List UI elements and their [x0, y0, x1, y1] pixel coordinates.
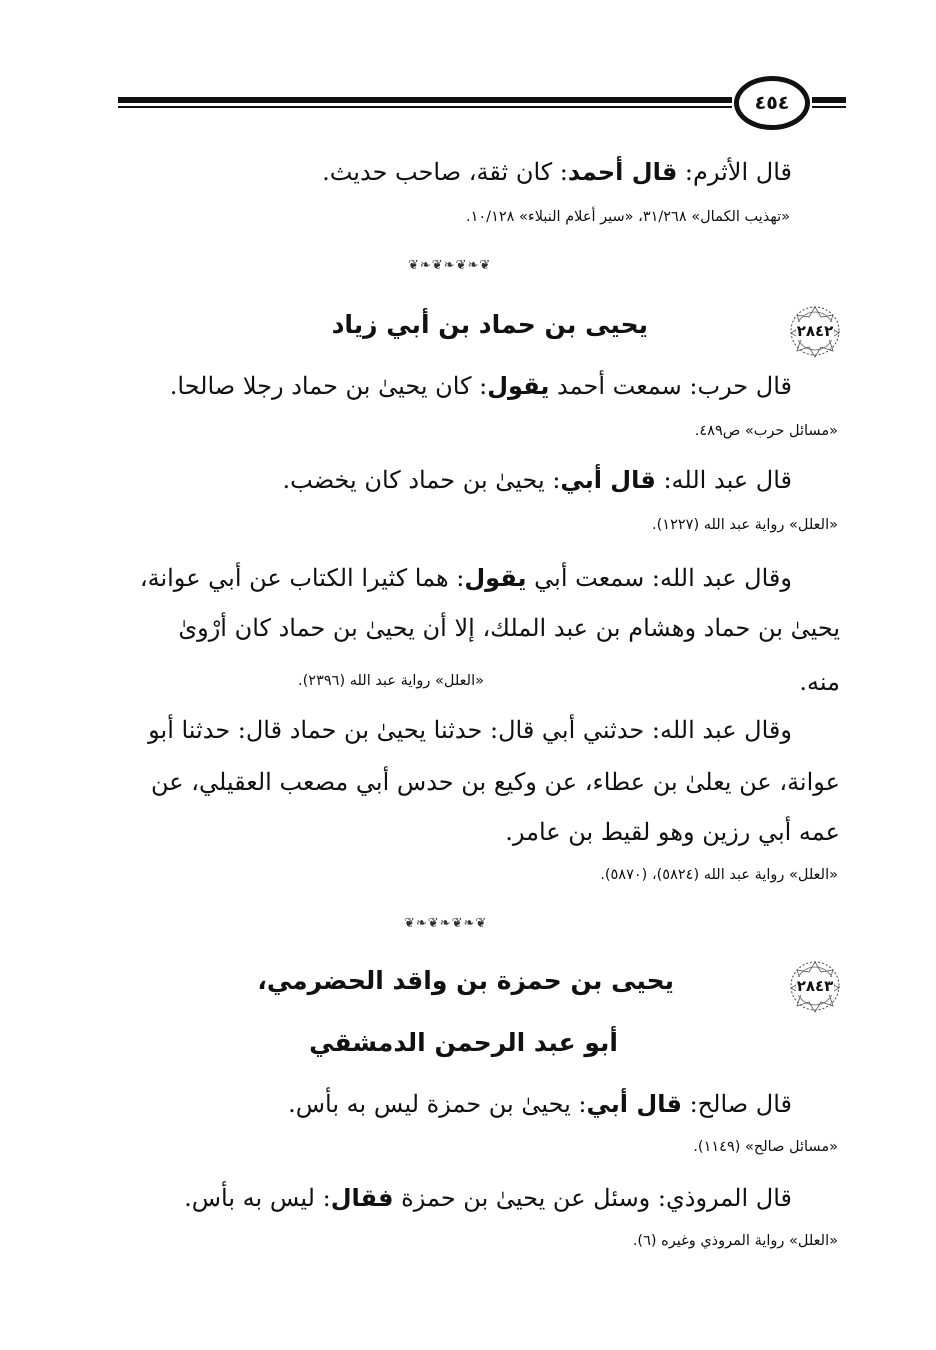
entry-number: ٢٨٤٢	[796, 322, 834, 340]
paragraph-line: يحيىٰ بن حماد وهشام بن عبد الملك، إلا أن يحيىٰ بن حماد كان أرْوىٰ	[178, 614, 840, 642]
text-rest: : ليس به بأس.	[184, 1184, 331, 1212]
text-rest: : يحيىٰ بن حماد كان يخضب.	[282, 466, 561, 494]
entry-number-badge	[787, 958, 843, 1014]
reference: «العلل» رواية عبد الله (١٢٢٧).	[652, 517, 838, 533]
reference: «العلل» رواية عبد الله (٥٨٢٤)، (٥٨٧٠).	[600, 867, 838, 883]
paragraph-line: منه.	[799, 668, 840, 696]
text-bold: قال أبي	[560, 466, 656, 494]
text-rest: : كان ثقة، صاحب حديث.	[322, 158, 568, 186]
paragraph-abdullah-1	[283, 462, 792, 498]
reference: «تهذيب الكمال» ٣١/٢٦٨، «سير أعلام النبلاء» ١٠/١٢٨.	[466, 209, 790, 225]
paragraph-athram	[322, 154, 792, 190]
paragraph-line: عوانة، عن يعلىٰ بن عطاء، عن وكيع بن حدس أبي مصعب العقيلي، عن	[150, 768, 840, 796]
reference: «العلل» رواية المروذي وغيره (٦).	[632, 1233, 838, 1249]
ornament-divider: ❦❧❦❧❦❧❦	[408, 258, 492, 273]
paragraph-harb	[170, 368, 792, 404]
paragraph-abdullah-3: وقال عبد الله: حدثني أبي قال: حدثنا يحيىٰ بن حماد قال: حدثنا أبو	[148, 716, 792, 744]
page-number: ٤٥٤	[734, 76, 810, 130]
entry-title: يحيى بن حماد بن أبي زياد	[331, 310, 648, 339]
text-bold: يقول	[487, 372, 550, 400]
text-speaker: قال حرب: سمعت أحمد	[549, 372, 792, 400]
text-bold: قال أبي	[586, 1090, 682, 1118]
reference: «مسائل صالح» (١١٤٩).	[693, 1139, 838, 1155]
header-rule-right	[812, 97, 846, 103]
paragraph-marrudhi	[184, 1180, 792, 1216]
header-rule-right-thin	[812, 106, 846, 108]
entry-title: يحيى بن حمزة بن واقد الحضرمي،	[257, 966, 674, 995]
text-bold: يقول	[464, 564, 527, 592]
text-speaker: قال صالح:	[681, 1090, 792, 1118]
header-rule	[118, 97, 732, 103]
text-speaker: قال المروذي: وسئل عن يحيىٰ بن حمزة	[393, 1184, 792, 1212]
reference: «العلل» رواية عبد الله (٢٣٩٦).	[298, 673, 484, 689]
paragraph-abdullah-2	[140, 560, 792, 596]
entry-subtitle: أبو عبد الرحمن الدمشقي	[309, 1028, 618, 1057]
text-rest: : يحيىٰ بن حمزة ليس به بأس.	[288, 1090, 587, 1118]
entry-number: ٢٨٤٣	[796, 977, 834, 995]
text-rest: : هما كثيرا الكتاب عن أبي عوانة،	[139, 564, 465, 592]
header-rule-thin	[118, 106, 732, 108]
reference: «مسائل حرب» ص٤٨٩.	[694, 423, 838, 439]
text-bold: فقال	[330, 1184, 394, 1212]
text-speaker: قال عبد الله:	[655, 466, 792, 494]
paragraph-salih	[288, 1086, 792, 1122]
paragraph-line: عمه أبي رزين وهو لقيط بن عامر.	[505, 818, 840, 846]
text-speaker: قال الأثرم:	[677, 158, 792, 186]
ornament-divider: ❦❧❦❧❦❧❦	[404, 916, 488, 931]
text-speaker: وقال عبد الله: سمعت أبي	[526, 564, 792, 592]
text-bold: قال أحمد	[567, 158, 678, 186]
entry-number-badge	[787, 303, 843, 359]
text-rest: : كان يحيىٰ بن حماد رجلا صالحا.	[169, 372, 488, 400]
